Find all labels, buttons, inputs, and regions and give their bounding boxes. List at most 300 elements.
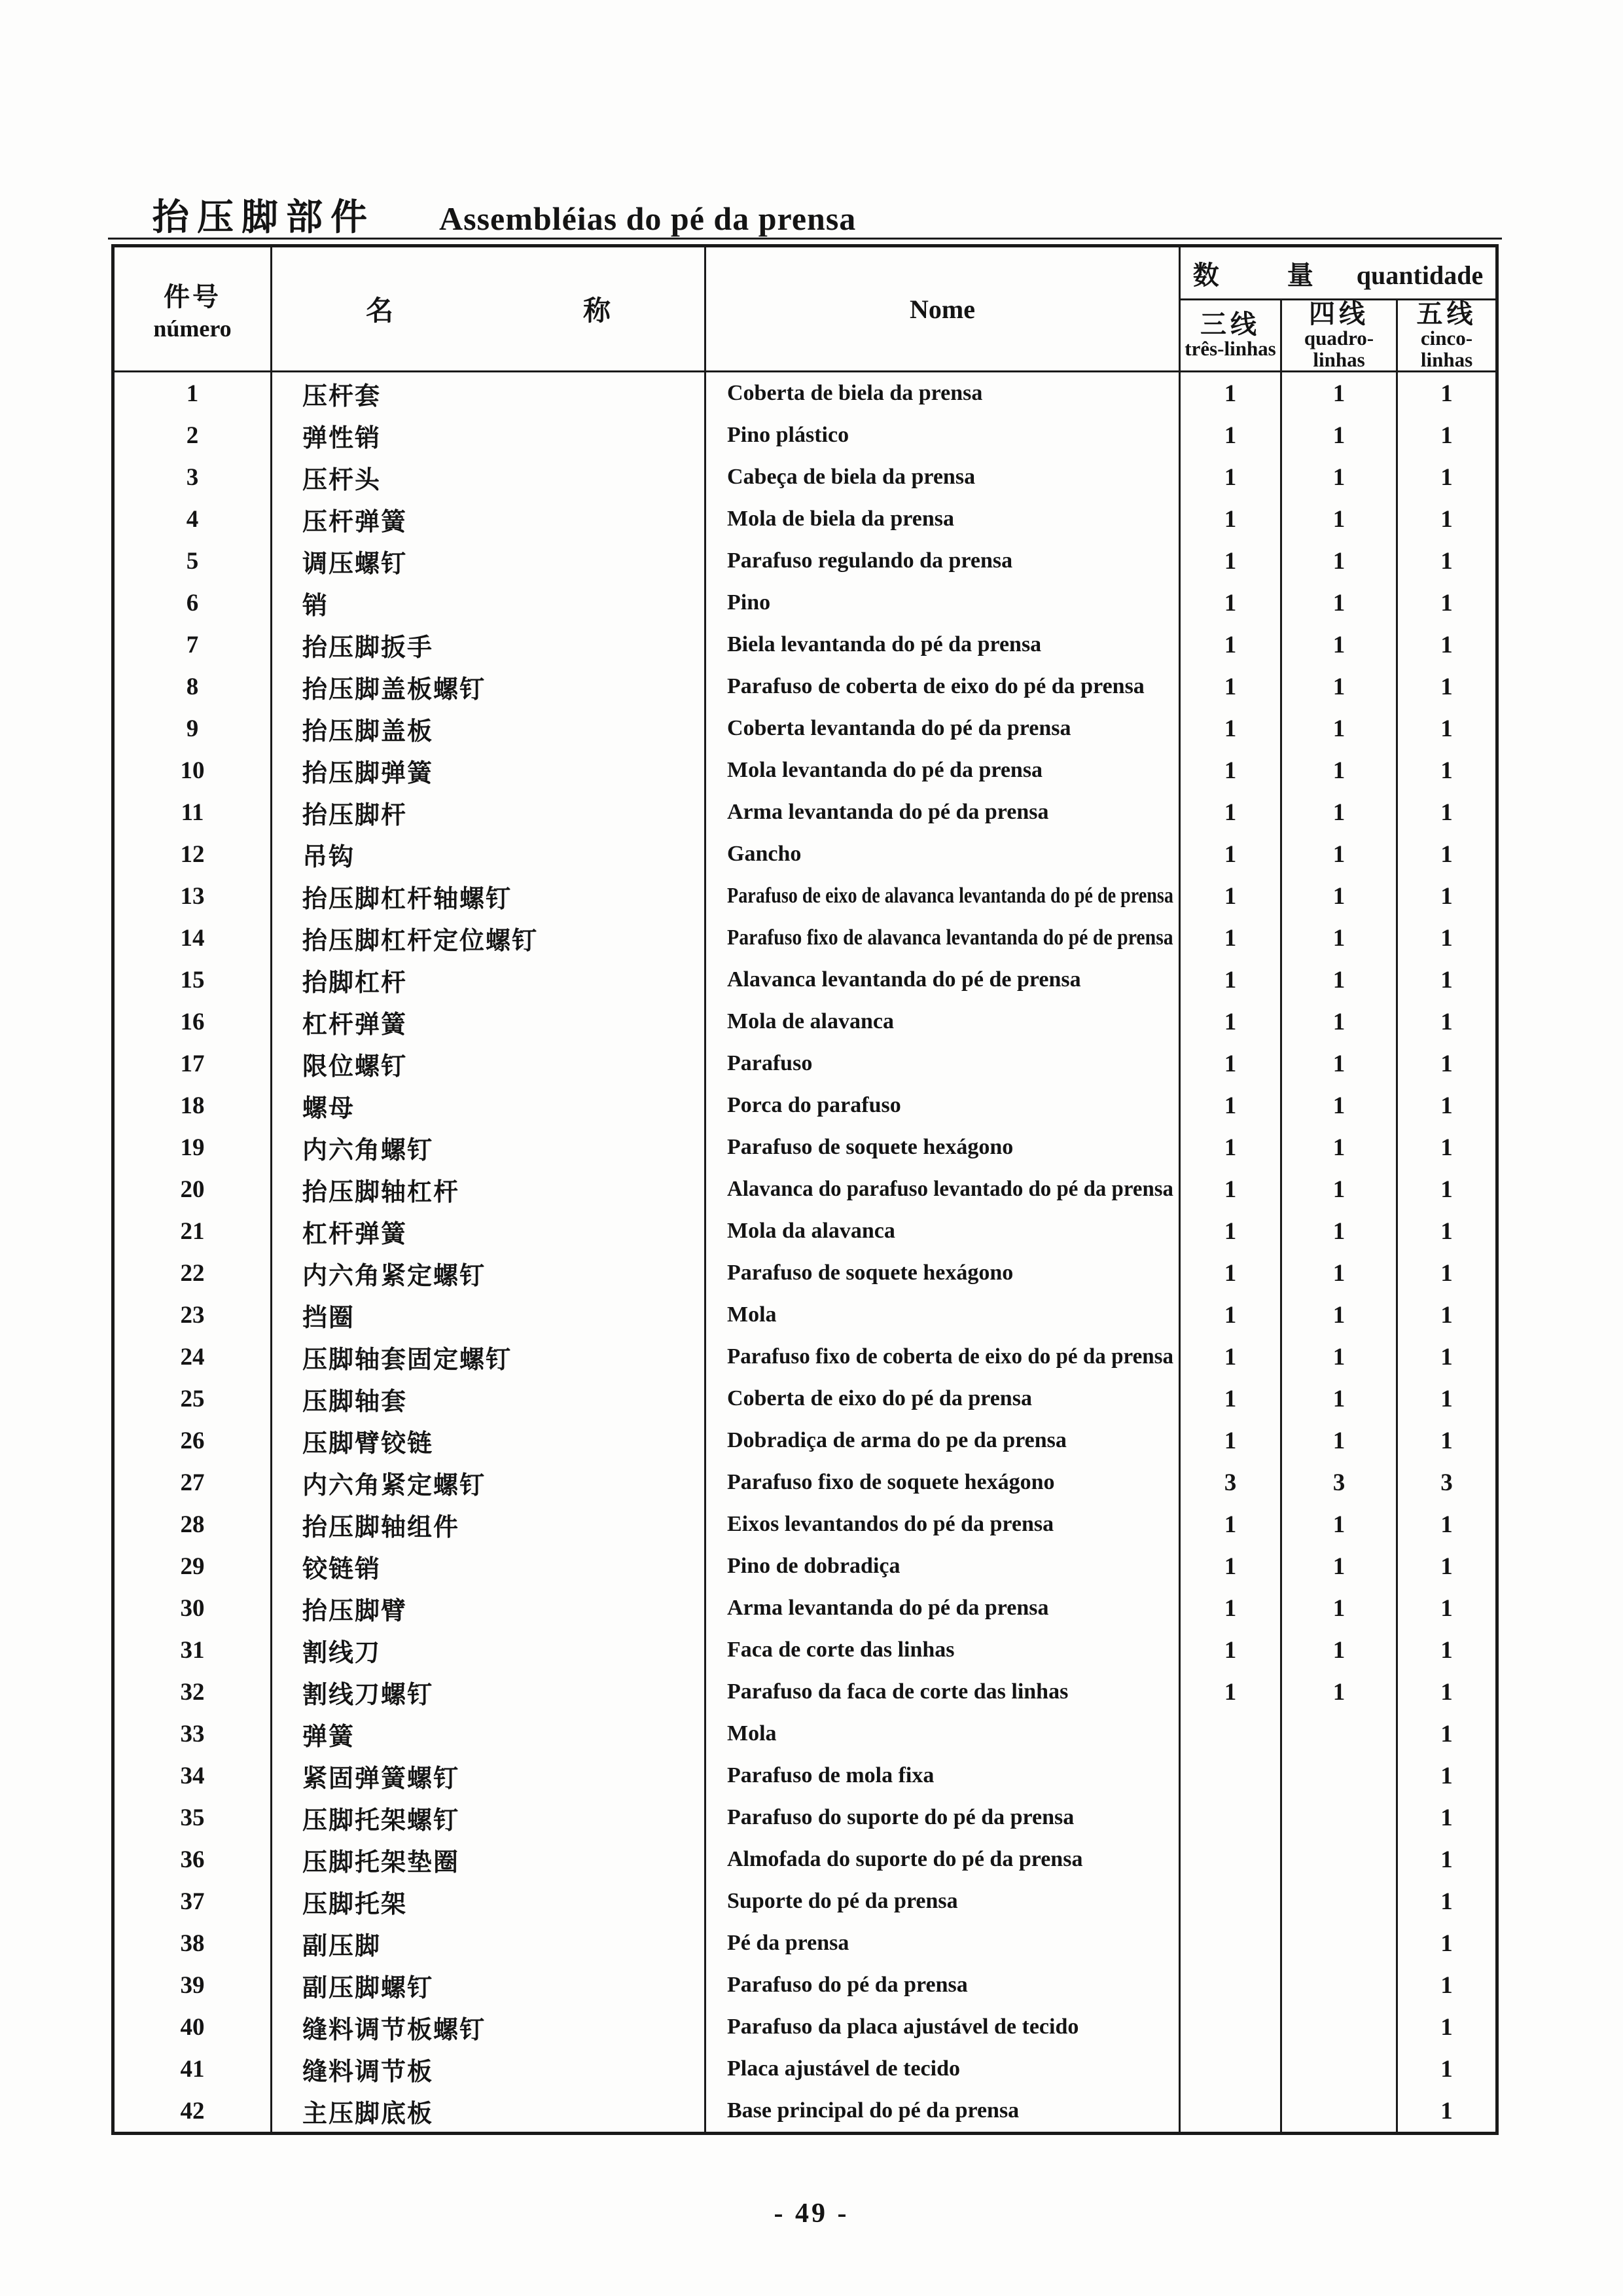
part-number-cell: 4: [113, 498, 272, 540]
qty-five-lines-cell: 1: [1397, 666, 1497, 708]
qty-four-lines-cell: 1: [1281, 372, 1397, 415]
part-number-cell: 35: [113, 1797, 272, 1839]
part-name-portuguese-cell: Gancho: [705, 833, 1180, 875]
table-row: [113, 1378, 1497, 1420]
part-number-cell: 39: [113, 1964, 272, 2006]
table-row: [113, 1964, 1497, 2006]
qty-four-lines-cell: [1281, 2048, 1397, 2090]
part-name-chinese-cell: 铰链销: [272, 1545, 705, 1587]
part-number-cell: 7: [113, 624, 272, 666]
part-name-portuguese-cell: Pino: [705, 582, 1180, 624]
qty-three-lines-cell: 1: [1180, 1545, 1281, 1587]
part-number-cell: 16: [113, 1001, 272, 1043]
qty-four-lines-cell: [1281, 1755, 1397, 1797]
table-row: [113, 1797, 1497, 1839]
part-number-cell: 8: [113, 666, 272, 708]
qty-four-lines-cell: 1: [1281, 708, 1397, 749]
qty-three-lines-cell: 1: [1180, 456, 1281, 498]
qty-four-lines-cell: 1: [1281, 1671, 1397, 1713]
part-name-portuguese-cell: Coberta levantanda do pé da prensa: [705, 708, 1180, 749]
part-name-portuguese-cell: Biela levantanda do pé da prensa: [705, 624, 1180, 666]
qty-three-lines-cell: 3: [1180, 1462, 1281, 1503]
table-row: [113, 666, 1497, 708]
qty-three-lines-cell: 1: [1180, 1336, 1281, 1378]
part-name-chinese-cell: 压杆头: [272, 456, 705, 498]
qty-three-lines-cell: 1: [1180, 749, 1281, 791]
part-name-chinese-cell: 销: [272, 582, 705, 624]
part-name-chinese-cell: 内六角紧定螺钉: [272, 1462, 705, 1503]
qty-five-lines-cell: 1: [1397, 1629, 1497, 1671]
part-name-chinese-cell: 压脚托架垫圈: [272, 1839, 705, 1880]
qty-three-lines-cell: 1: [1180, 1378, 1281, 1420]
qty-three-lines-cell: 1: [1180, 1420, 1281, 1462]
qty-four-lines-cell: [1281, 2090, 1397, 2134]
part-name-chinese-cell: 抬压脚杠杆定位螺钉: [272, 917, 705, 959]
part-name-portuguese-cell: Mola de biela da prensa: [705, 498, 1180, 540]
part-name-portuguese-cell: Parafuso da faca de corte das linhas: [705, 1671, 1180, 1713]
qty-three-lines-cell: 1: [1180, 540, 1281, 582]
part-name-portuguese-cell: Parafuso de eixo de alavanca levantanda do pé de prensa: [705, 875, 1180, 917]
header-quantity-char-left: 数: [1192, 260, 1219, 290]
qty-four-lines-cell: [1281, 2006, 1397, 2048]
header-four-lines-portuguese: quadro-linhas: [1304, 327, 1374, 371]
qty-three-lines-cell: 1: [1180, 1210, 1281, 1252]
table-row: [113, 1587, 1497, 1629]
qty-five-lines-cell: 1: [1397, 917, 1497, 959]
part-name-chinese-cell: 内六角紧定螺钉: [272, 1252, 705, 1294]
header-name-char-left: 名: [365, 296, 393, 327]
qty-five-lines-cell: 1: [1397, 1880, 1497, 1922]
part-number-cell: 6: [113, 582, 272, 624]
qty-four-lines-cell: [1281, 1964, 1397, 2006]
table-row: [113, 372, 1497, 415]
part-number-cell: 1: [113, 372, 272, 415]
header-quantity-portuguese: quantidade: [1356, 260, 1484, 290]
part-number-cell: 9: [113, 708, 272, 749]
header-name: [272, 246, 705, 372]
qty-three-lines-cell: [1180, 2048, 1281, 2090]
qty-five-lines-cell: 1: [1397, 791, 1497, 833]
part-name-portuguese-cell: Porca do parafuso: [705, 1085, 1180, 1126]
qty-four-lines-cell: [1281, 1713, 1397, 1755]
table-row: [113, 498, 1497, 540]
part-number-cell: 5: [113, 540, 272, 582]
part-name-portuguese-cell: Parafuso do suporte do pé da prensa: [705, 1797, 1180, 1839]
part-name-chinese-cell: 弹性销: [272, 414, 705, 456]
qty-five-lines-cell: 1: [1397, 1587, 1497, 1629]
part-number-cell: 25: [113, 1378, 272, 1420]
qty-four-lines-cell: 1: [1281, 1210, 1397, 1252]
part-name-portuguese-cell: Faca de corte das linhas: [705, 1629, 1180, 1671]
qty-five-lines-cell: 1: [1397, 2090, 1497, 2134]
qty-five-lines-cell: 1: [1397, 1210, 1497, 1252]
table-row: [113, 1755, 1497, 1797]
table-row: [113, 1336, 1497, 1378]
qty-five-lines-cell: 1: [1397, 1713, 1497, 1755]
table-row: [113, 1168, 1497, 1210]
header-five-lines: [1397, 300, 1497, 372]
qty-three-lines-cell: 1: [1180, 498, 1281, 540]
part-number-cell: 22: [113, 1252, 272, 1294]
qty-four-lines-cell: 1: [1281, 1629, 1397, 1671]
part-name-chinese-cell: 缝料调节板: [272, 2048, 705, 2090]
part-name-chinese-cell: 杠杆弹簧: [272, 1001, 705, 1043]
qty-five-lines-cell: 1: [1397, 498, 1497, 540]
qty-three-lines-cell: [1180, 1964, 1281, 2006]
part-name-chinese-cell: 副压脚: [272, 1922, 705, 1964]
table-row: [113, 1880, 1497, 1922]
qty-four-lines-cell: 1: [1281, 1378, 1397, 1420]
part-name-portuguese-cell: Base principal do pé da prensa: [705, 2090, 1180, 2134]
part-number-cell: 30: [113, 1587, 272, 1629]
part-name-chinese-cell: 主压脚底板: [272, 2090, 705, 2134]
part-name-portuguese-cell: Parafuso da placa ajustável de tecido: [705, 2006, 1180, 2048]
qty-five-lines-cell: 1: [1397, 1336, 1497, 1378]
qty-three-lines-cell: 1: [1180, 917, 1281, 959]
part-name-chinese-cell: 缝料调节板螺钉: [272, 2006, 705, 2048]
qty-three-lines-cell: [1180, 1880, 1281, 1922]
qty-three-lines-cell: [1180, 1797, 1281, 1839]
part-number-cell: 13: [113, 875, 272, 917]
part-number-cell: 14: [113, 917, 272, 959]
qty-four-lines-cell: 1: [1281, 1001, 1397, 1043]
qty-four-lines-cell: 1: [1281, 1587, 1397, 1629]
qty-four-lines-cell: 1: [1281, 624, 1397, 666]
part-name-portuguese-cell: Alavanca levantanda do pé de prensa: [705, 959, 1180, 1001]
part-name-portuguese-cell: Parafuso de coberta de eixo do pé da prensa: [705, 666, 1180, 708]
qty-four-lines-cell: [1281, 1922, 1397, 1964]
table-row: [113, 1085, 1497, 1126]
part-name-portuguese-cell: Parafuso fixo de coberta de eixo do pé da prensa: [705, 1336, 1180, 1378]
header-quantity: [1180, 246, 1497, 300]
part-name-chinese-cell: 限位螺钉: [272, 1043, 705, 1085]
part-number-cell: 21: [113, 1210, 272, 1252]
table-row: [113, 1252, 1497, 1294]
part-number-cell: 42: [113, 2090, 272, 2134]
part-name-chinese-cell: 压脚臂铰链: [272, 1420, 705, 1462]
table-row: [113, 2048, 1497, 2090]
qty-three-lines-cell: [1180, 1839, 1281, 1880]
part-name-chinese-cell: 割线刀: [272, 1629, 705, 1671]
qty-three-lines-cell: 1: [1180, 833, 1281, 875]
part-number-cell: 31: [113, 1629, 272, 1671]
part-name-portuguese-cell: Coberta de eixo do pé da prensa: [705, 1378, 1180, 1420]
table-row: [113, 1462, 1497, 1503]
qty-five-lines-cell: 1: [1397, 749, 1497, 791]
table-row: [113, 1713, 1497, 1755]
part-name-portuguese-cell: Suporte do pé da prensa: [705, 1880, 1180, 1922]
qty-five-lines-cell: 1: [1397, 456, 1497, 498]
part-name-portuguese-cell: Mola levantanda do pé da prensa: [705, 749, 1180, 791]
qty-four-lines-cell: 1: [1281, 1252, 1397, 1294]
page-title-chinese: 抬压脚部件: [152, 198, 375, 238]
qty-three-lines-cell: 1: [1180, 666, 1281, 708]
qty-three-lines-cell: 1: [1180, 372, 1281, 415]
qty-four-lines-cell: 1: [1281, 833, 1397, 875]
table-row: [113, 1001, 1497, 1043]
qty-four-lines-cell: 1: [1281, 959, 1397, 1001]
qty-three-lines-cell: 1: [1180, 414, 1281, 456]
parts-table-container: [111, 244, 1499, 2135]
qty-three-lines-cell: 1: [1180, 1294, 1281, 1336]
qty-five-lines-cell: 1: [1397, 1252, 1497, 1294]
part-number-cell: 34: [113, 1755, 272, 1797]
part-name-chinese-cell: 螺母: [272, 1085, 705, 1126]
table-row: [113, 833, 1497, 875]
header-number-portuguese: número: [153, 315, 232, 342]
qty-five-lines-cell: 3: [1397, 1462, 1497, 1503]
part-name-chinese-cell: 压杆弹簧: [272, 498, 705, 540]
qty-four-lines-cell: 1: [1281, 666, 1397, 708]
part-name-chinese-cell: 调压螺钉: [272, 540, 705, 582]
qty-three-lines-cell: 1: [1180, 875, 1281, 917]
part-name-portuguese-cell: Parafuso do pé da prensa: [705, 1964, 1180, 2006]
part-number-cell: 38: [113, 1922, 272, 1964]
part-name-chinese-cell: 紧固弹簧螺钉: [272, 1755, 705, 1797]
qty-four-lines-cell: 1: [1281, 1503, 1397, 1545]
table-row: [113, 1503, 1497, 1545]
table-row: [113, 875, 1497, 917]
page-number: - 49 -: [774, 2198, 849, 2229]
header-five-lines-portuguese: cinco-linhas: [1420, 327, 1473, 371]
header-quantity-char-right: 量: [1287, 260, 1313, 290]
qty-four-lines-cell: 1: [1281, 1126, 1397, 1168]
qty-five-lines-cell: 1: [1397, 1922, 1497, 1964]
table-row: [113, 2006, 1497, 2048]
part-name-chinese-cell: 抬脚杠杆: [272, 959, 705, 1001]
qty-five-lines-cell: 1: [1397, 1797, 1497, 1839]
part-name-portuguese-cell: Parafuso regulando da prensa: [705, 540, 1180, 582]
table-row: [113, 1629, 1497, 1671]
table-row: [113, 1294, 1497, 1336]
qty-five-lines-cell: 1: [1397, 1545, 1497, 1587]
qty-four-lines-cell: 1: [1281, 791, 1397, 833]
qty-three-lines-cell: 1: [1180, 791, 1281, 833]
part-name-portuguese-cell: Placa ajustável de tecido: [705, 2048, 1180, 2090]
qty-four-lines-cell: 1: [1281, 917, 1397, 959]
qty-three-lines-cell: 1: [1180, 959, 1281, 1001]
qty-four-lines-cell: 1: [1281, 1336, 1397, 1378]
part-number-cell: 10: [113, 749, 272, 791]
part-number-cell: 17: [113, 1043, 272, 1085]
header-five-lines-chinese: 五线: [1416, 299, 1477, 329]
part-name-chinese-cell: 杠杆弹簧: [272, 1210, 705, 1252]
header-four-lines-chinese: 四线: [1309, 299, 1369, 329]
part-name-chinese-cell: 抬压脚杆: [272, 791, 705, 833]
qty-five-lines-cell: 1: [1397, 1001, 1497, 1043]
table-row: [113, 1671, 1497, 1713]
qty-three-lines-cell: 1: [1180, 624, 1281, 666]
qty-five-lines-cell: 1: [1397, 1043, 1497, 1085]
part-number-cell: 27: [113, 1462, 272, 1503]
table-row: [113, 414, 1497, 456]
part-name-chinese-cell: 抬压脚轴杠杆: [272, 1168, 705, 1210]
part-number-cell: 29: [113, 1545, 272, 1587]
part-number-cell: 12: [113, 833, 272, 875]
qty-five-lines-cell: 1: [1397, 1168, 1497, 1210]
part-number-cell: 15: [113, 959, 272, 1001]
qty-five-lines-cell: 1: [1397, 1126, 1497, 1168]
header-number-chinese: 件号: [164, 281, 221, 312]
table-row: [113, 624, 1497, 666]
qty-three-lines-cell: 1: [1180, 1587, 1281, 1629]
part-name-chinese-cell: 内六角螺钉: [272, 1126, 705, 1168]
qty-three-lines-cell: 1: [1180, 1503, 1281, 1545]
part-name-chinese-cell: 压脚轴套固定螺钉: [272, 1336, 705, 1378]
qty-four-lines-cell: 1: [1281, 414, 1397, 456]
part-name-chinese-cell: 压脚轴套: [272, 1378, 705, 1420]
qty-four-lines-cell: 1: [1281, 1420, 1397, 1462]
qty-four-lines-cell: [1281, 1880, 1397, 1922]
part-name-portuguese-cell: Mola: [705, 1294, 1180, 1336]
part-number-cell: 41: [113, 2048, 272, 2090]
table-row: [113, 540, 1497, 582]
part-name-portuguese-cell: Pé da prensa: [705, 1922, 1180, 1964]
part-name-chinese-cell: 抬压脚盖板: [272, 708, 705, 749]
qty-five-lines-cell: 1: [1397, 1378, 1497, 1420]
qty-three-lines-cell: [1180, 1922, 1281, 1964]
qty-three-lines-cell: 1: [1180, 1629, 1281, 1671]
table-row: [113, 1839, 1497, 1880]
part-name-chinese-cell: 副压脚螺钉: [272, 1964, 705, 2006]
part-name-portuguese-cell: Mola da alavanca: [705, 1210, 1180, 1252]
part-name-chinese-cell: 吊钩: [272, 833, 705, 875]
qty-three-lines-cell: 1: [1180, 582, 1281, 624]
qty-five-lines-cell: 1: [1397, 1964, 1497, 2006]
qty-three-lines-cell: 1: [1180, 1126, 1281, 1168]
part-name-portuguese-cell: Pino plástico: [705, 414, 1180, 456]
parts-table-header: [113, 246, 1497, 372]
part-number-cell: 28: [113, 1503, 272, 1545]
header-three-lines-portuguese: três-linhas: [1185, 337, 1276, 361]
part-name-portuguese-cell: Eixos levantandos do pé da prensa: [705, 1503, 1180, 1545]
part-name-portuguese-cell: Parafuso de soquete hexágono: [705, 1252, 1180, 1294]
table-row: [113, 749, 1497, 791]
qty-five-lines-cell: 1: [1397, 624, 1497, 666]
table-row: [113, 1922, 1497, 1964]
part-name-portuguese-cell: Parafuso: [705, 1043, 1180, 1085]
table-row: [113, 456, 1497, 498]
part-number-cell: 19: [113, 1126, 272, 1168]
qty-five-lines-cell: 1: [1397, 372, 1497, 415]
qty-four-lines-cell: 1: [1281, 1545, 1397, 1587]
part-name-portuguese-cell: Almofada do suporte do pé da prensa: [705, 1839, 1180, 1880]
part-number-cell: 11: [113, 791, 272, 833]
part-name-portuguese-cell: Cabeça de biela da prensa: [705, 456, 1180, 498]
part-name-portuguese-cell: Arma levantanda do pé da prensa: [705, 1587, 1180, 1629]
header-number: [113, 246, 272, 372]
part-name-portuguese-cell: Parafuso fixo de soquete hexágono: [705, 1462, 1180, 1503]
header-four-lines: [1281, 300, 1397, 372]
table-row: [113, 1420, 1497, 1462]
table-row: [113, 582, 1497, 624]
qty-three-lines-cell: 1: [1180, 1252, 1281, 1294]
qty-four-lines-cell: 1: [1281, 1085, 1397, 1126]
qty-four-lines-cell: 1: [1281, 875, 1397, 917]
qty-three-lines-cell: [1180, 1713, 1281, 1755]
part-number-cell: 40: [113, 2006, 272, 2048]
table-row: [113, 1210, 1497, 1252]
page-title: [152, 188, 856, 241]
table-row: [113, 917, 1497, 959]
part-number-cell: 37: [113, 1880, 272, 1922]
part-name-chinese-cell: 挡圈: [272, 1294, 705, 1336]
header-three-lines-chinese: 三线: [1200, 310, 1260, 340]
part-name-chinese-cell: 抬压脚扳手: [272, 624, 705, 666]
qty-four-lines-cell: 1: [1281, 1043, 1397, 1085]
qty-four-lines-cell: 1: [1281, 540, 1397, 582]
part-number-cell: 32: [113, 1671, 272, 1713]
part-name-chinese-cell: 抬压脚杠杆轴螺钉: [272, 875, 705, 917]
qty-five-lines-cell: 1: [1397, 2048, 1497, 2090]
part-number-cell: 24: [113, 1336, 272, 1378]
part-name-portuguese-cell: Arma levantanda do pé da prensa: [705, 791, 1180, 833]
qty-five-lines-cell: 1: [1397, 1294, 1497, 1336]
part-number-cell: 36: [113, 1839, 272, 1880]
header-nome: [705, 246, 1180, 372]
qty-three-lines-cell: 1: [1180, 708, 1281, 749]
qty-four-lines-cell: 1: [1281, 749, 1397, 791]
qty-four-lines-cell: 1: [1281, 498, 1397, 540]
part-name-chinese-cell: 割线刀螺钉: [272, 1671, 705, 1713]
part-number-cell: 2: [113, 414, 272, 456]
table-row: [113, 1545, 1497, 1587]
table-row: [113, 959, 1497, 1001]
part-number-cell: 18: [113, 1085, 272, 1126]
table-row: [113, 2090, 1497, 2134]
page-title-portuguese: Assembléias do pé da prensa: [439, 200, 857, 237]
part-number-cell: 3: [113, 456, 272, 498]
qty-five-lines-cell: 1: [1397, 1755, 1497, 1797]
qty-four-lines-cell: 3: [1281, 1462, 1397, 1503]
qty-three-lines-cell: [1180, 2006, 1281, 2048]
part-number-cell: 33: [113, 1713, 272, 1755]
table-row: [113, 708, 1497, 749]
qty-five-lines-cell: 1: [1397, 875, 1497, 917]
header-name-char-right: 称: [583, 296, 611, 327]
part-name-chinese-cell: 抬压脚弹簧: [272, 749, 705, 791]
part-name-portuguese-cell: Dobradiça de arma do pe da prensa: [705, 1420, 1180, 1462]
qty-five-lines-cell: 1: [1397, 2006, 1497, 2048]
qty-five-lines-cell: 1: [1397, 1671, 1497, 1713]
header-nome-label: Nome: [910, 294, 975, 324]
part-name-chinese-cell: 压脚托架螺钉: [272, 1797, 705, 1839]
part-name-portuguese-cell: Pino de dobradiça: [705, 1545, 1180, 1587]
qty-four-lines-cell: [1281, 1797, 1397, 1839]
qty-five-lines-cell: 1: [1397, 414, 1497, 456]
part-number-cell: 23: [113, 1294, 272, 1336]
qty-three-lines-cell: 1: [1180, 1043, 1281, 1085]
part-name-portuguese-cell: Mola de alavanca: [705, 1001, 1180, 1043]
part-name-chinese-cell: 抬压脚盖板螺钉: [272, 666, 705, 708]
parts-table-body: [113, 372, 1497, 2134]
part-name-chinese-cell: 抬压脚轴组件: [272, 1503, 705, 1545]
qty-three-lines-cell: 1: [1180, 1168, 1281, 1210]
parts-table: [111, 244, 1499, 2135]
qty-three-lines-cell: [1180, 2090, 1281, 2134]
header-three-lines: [1180, 300, 1281, 372]
part-number-cell: 20: [113, 1168, 272, 1210]
part-number-cell: 26: [113, 1420, 272, 1462]
part-name-chinese-cell: 压脚托架: [272, 1880, 705, 1922]
part-name-portuguese-cell: Parafuso de soquete hexágono: [705, 1126, 1180, 1168]
qty-five-lines-cell: 1: [1397, 540, 1497, 582]
qty-three-lines-cell: 1: [1180, 1085, 1281, 1126]
part-name-portuguese-cell: Mola: [705, 1713, 1180, 1755]
qty-three-lines-cell: 1: [1180, 1671, 1281, 1713]
table-row: [113, 1043, 1497, 1085]
qty-five-lines-cell: 1: [1397, 1420, 1497, 1462]
